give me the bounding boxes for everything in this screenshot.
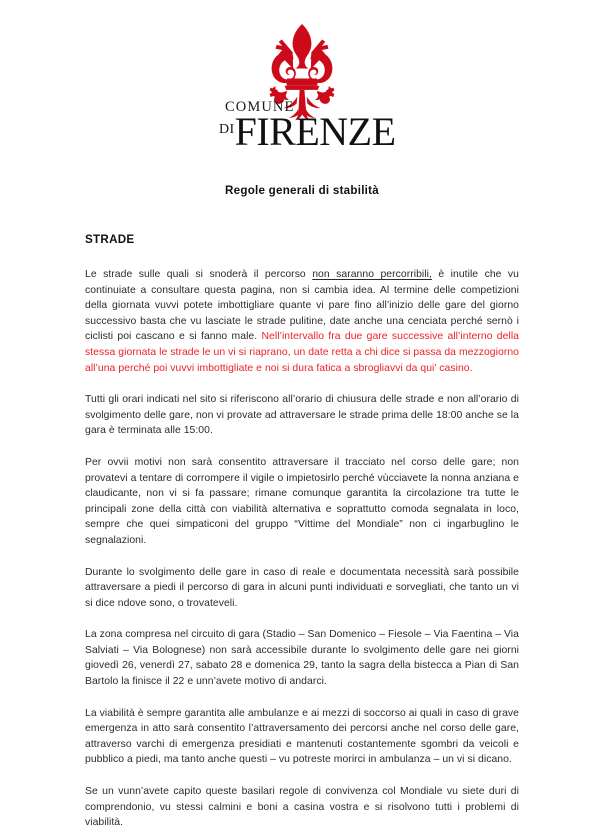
paragraph-p5: La zona compresa nel circuito di gara (Stadio – San Domenico – Fiesole – Via Faentina – Via Salviati – Via Bolognese) non sarà accessibile durante lo svolgimento delle gare nei giorni giovedì 26, venerdì 27, sabato 28 e domenica 29, tanto la sagra della bistecca a Pian di San Bartolo la finisce il 22 e unn’avete motivo di andarci. [85, 629, 519, 688]
logo-comune-text: COMUNE [225, 98, 295, 115]
logo-wordmark [219, 98, 396, 154]
highlighted-red-text: Nell’intervallo fra due gare successive all’interno della stessa giornata le strade le un vi si riaprano, un date retta a chi dice si passa da mezzogiorno all’una perché poi vuvvi imbottigliate e noi si dura fatica a sbrogliavvi da qui’ casino. [85, 331, 520, 374]
paragraph-p4: Durante lo svolgimento delle gare in caso di reale e documentata necessità sarà possibile attraversare a piedi il percorso di gara in alcuni punti individuati e sorvegliati, che tanto un vi si dice ndove sono, o trovateveli. [85, 566, 519, 609]
document-body [85, 233, 519, 831]
section-heading-strade: STRADE [85, 233, 135, 246]
logo-di-text: DI [219, 122, 235, 137]
logo-firenze-text: FIRENZE [234, 109, 396, 154]
paragraph-p1: Le strade sulle quali si snoderà il percorso non saranno percorribili, è inutile che vu continuiate a consultare questa pagina, non si cambia idea. Al termine delle competizioni della giornata vuvvi potete imbottigliare quante vi pare fino all’inizio delle gare del giorno successivo basta che vu lasciate le strade pulitine, date anche una cenciata perché sernò i ciclisti poi cascano e si fanno male. Nell’intervallo fra due gare successive all’interno della stessa giornata le strade le un vi si riaprano, un date retta a chi dice si passa da mezzogiorno all’una perché poi vuvvi imbottigliate e noi si dura fatica a sbrogliavvi da qui’ casino. [85, 269, 520, 374]
paragraph-p7: Se un vunn’avete capito queste basilari regole di convivenza col Mondiale vu siete duri di comprendonio, vu stessi calmini e boni a casina vostra e si risolvono tutti i problemi di viabilità. [85, 786, 519, 829]
logo-wrap [219, 22, 396, 154]
paragraph-p6: La viabilità è sempre garantita alle ambulanze e ai mezzi di soccorso ai quali in caso di grave emergenza in atto sarà consentito l’attraversamento dei percorsi anche nel corso delle gare, attraverso varchi di emergenza presidiati e mantenuti costantemente sgombri da veicoli e pubblico a piedi, ma tanto anche questi – vu potreste morirci in ambulanza – un vi si dicano. [85, 707, 519, 766]
paragraph-p2: Tutti gli orari indicati nel sito si riferiscono all’orario di chiusura delle strade e non all’orario di svolgimento delle gare, non vi provate ad attraversare le strade prima delle 18:00 anche se la gara è terminata alle 15:00. [85, 394, 519, 437]
comune-di-firenze-logo [0, 22, 604, 154]
paragraph-list [85, 267, 519, 831]
page-title: Regole generali di stabilità [225, 183, 379, 197]
underlined-text: non saranno percorribili, [312, 269, 432, 280]
paragraph-p3: Per ovvii motivi non sarà consentito attraversare il tracciato nel corso delle gare; non provatevi a tentare di corrompere il vigile o impietosirlo perché vùcciavete la nonna anziana e claudicante, non vi si fa passare; rimane comunque garantita la circolazione tra tutte le principali zone della città con viabilità alternativa e soprattutto comoda segnalata in loco, sempre che quei simpaticoni del gruppo “Vittime del Mondiale” non ci ingarbuglino le segnalazioni. [85, 456, 519, 546]
logo-di-firenze-text [219, 109, 396, 154]
